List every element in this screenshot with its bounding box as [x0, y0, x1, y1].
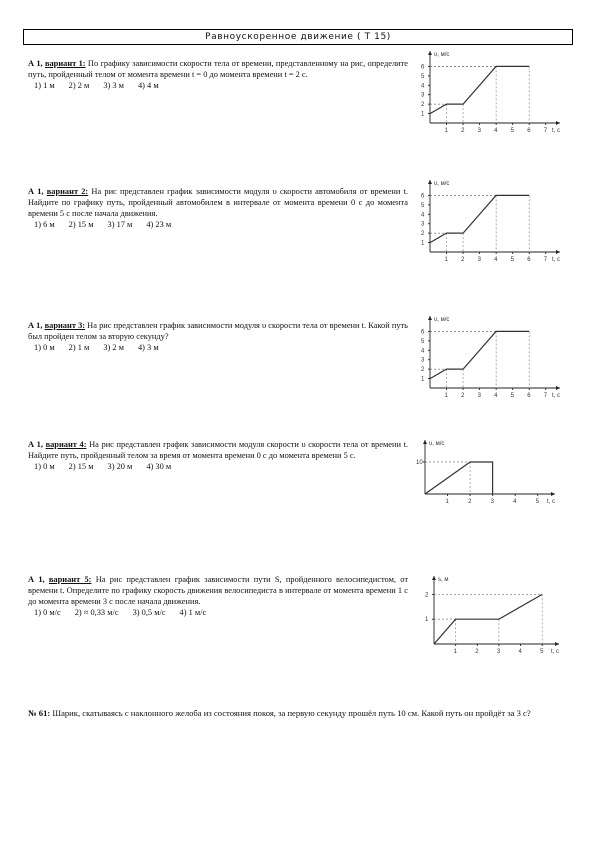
x-tick-label: 2 — [461, 393, 465, 399]
problem-text: На рис представлен график зависимости модуля υ скорости тела от времени t. Какой путь был пройден телом за вторую секунду? — [28, 321, 408, 341]
problem-head: А 1, — [28, 575, 49, 584]
problem-head: А 1, — [28, 321, 45, 330]
answer-option: 1) 0 м — [34, 343, 55, 352]
graph-curve — [430, 195, 529, 242]
answer-options — [34, 607, 408, 618]
answer-options — [34, 461, 408, 472]
problem-text: На рис представлен график зависимости модуля скорости υ скорости тела от времени t. Найдите путь, пройденный телом за время от момента времени 0 с до момента времени 5 с. — [28, 440, 408, 460]
graph-3 — [418, 312, 568, 400]
y-axis-label: υ, м/с — [434, 181, 450, 187]
x-tick-label: 5 — [540, 649, 544, 655]
y-tick-label: 6 — [421, 329, 425, 336]
x-arrow-icon — [551, 492, 555, 496]
x-tick-label: 2 — [468, 499, 472, 505]
answer-option: 4) 4 м — [137, 81, 159, 90]
x-tick-label: 2 — [461, 257, 465, 263]
x-tick-label: 1 — [444, 128, 448, 134]
y-tick-label: 4 — [421, 348, 425, 355]
problem-head: А 1, — [28, 187, 47, 196]
y-tick-label: 1 — [421, 111, 425, 118]
graph-svg — [418, 312, 568, 400]
x-tick-label: 1 — [444, 393, 448, 399]
x-tick-label: 3 — [477, 257, 481, 263]
answer-option: 1) 1 м — [34, 81, 55, 90]
y-tick-label: 10 — [416, 460, 423, 466]
y-tick-label: 1 — [425, 617, 429, 624]
graph-2 — [418, 176, 568, 264]
problem-variant: вариант 4: — [45, 440, 87, 449]
x-tick-label: 4 — [494, 393, 498, 399]
graph-4 — [413, 436, 563, 506]
problem-variant: вариант 1: — [44, 59, 86, 68]
x-tick-label: 5 — [510, 128, 515, 134]
answer-option: 2) 15 м — [68, 220, 94, 229]
x-tick-label: 4 — [513, 499, 517, 505]
x-arrow-icon — [556, 121, 560, 125]
y-tick-label: 2 — [421, 231, 425, 238]
answer-option: 1) 0 м/с — [34, 608, 61, 617]
x-arrow-icon — [555, 642, 559, 646]
answer-option: 2) 2 м — [68, 81, 90, 90]
y-tick-label: 1 — [421, 376, 425, 383]
graph-svg — [422, 572, 567, 656]
graph-svg — [418, 47, 568, 135]
answer-option: 2) 15 м — [68, 462, 94, 471]
problem-variant: вариант 2: — [46, 187, 89, 196]
y-arrow-icon — [432, 576, 436, 580]
answer-option: 1) 0 м — [34, 462, 55, 471]
x-tick-label: 5 — [510, 257, 515, 263]
x-axis-label: t, с — [552, 257, 561, 263]
x-tick-label: 6 — [527, 128, 531, 134]
problem-text: По графику зависимости скорости тела от времени, представленному на рис, определите путь, пройденный телом от момента времени t = 0 до момента времени t = 2 с. — [28, 59, 408, 79]
y-axis-label: υ, м/с — [434, 52, 450, 58]
y-tick-label: 5 — [421, 338, 425, 345]
problem-text: Шарик, скатываясь с наклонного желоба из состояния покоя, за первую секунду прошёл путь 10 см. Какой путь он пройдёт за 3 с? — [50, 708, 531, 718]
y-axis-label: υ, м/с — [429, 441, 445, 447]
x-tick-label: 3 — [477, 393, 481, 399]
y-arrow-icon — [428, 51, 432, 55]
x-tick-label: 6 — [527, 393, 531, 399]
answer-option: 4) 3 м — [137, 343, 159, 352]
problem-61 — [28, 707, 570, 719]
x-axis-label: t, с — [552, 393, 561, 399]
x-tick-label: 1 — [445, 499, 449, 505]
y-tick-label: 2 — [421, 102, 425, 109]
graph-curve — [430, 66, 529, 113]
graph-curve — [430, 331, 529, 378]
answer-option: 3) 20 м — [107, 462, 133, 471]
x-tick-label: 1 — [444, 257, 448, 263]
y-tick-label: 3 — [421, 221, 425, 228]
answer-option: 3) 0,5 м/с — [132, 608, 166, 617]
answer-option: 4) 30 м — [146, 462, 172, 471]
problem-head: № 61: — [28, 708, 51, 718]
problem-2 — [28, 186, 408, 230]
x-tick-label: 4 — [494, 257, 498, 263]
x-tick-label: 5 — [510, 393, 515, 399]
answer-option: 4) 23 м — [146, 220, 172, 229]
x-tick-label: 4 — [494, 128, 498, 134]
x-tick-label: 7 — [543, 128, 548, 134]
y-tick-label: 4 — [421, 212, 425, 219]
x-tick-label: 3 — [477, 128, 481, 134]
x-tick-label: 3 — [490, 499, 494, 505]
graph-1 — [418, 47, 568, 135]
answer-option: 1) 6 м — [34, 220, 55, 229]
graph-svg — [413, 436, 563, 506]
y-arrow-icon — [428, 180, 432, 184]
answer-option: 3) 2 м — [103, 343, 124, 352]
x-axis-label: t, с — [552, 128, 561, 134]
y-tick-label: 5 — [421, 73, 425, 80]
page-title: Равноускоренное движение ( Т 15) — [23, 29, 573, 45]
x-tick-label: 1 — [453, 649, 457, 655]
x-tick-label: 3 — [496, 649, 501, 655]
problem-variant: вариант 3: — [44, 321, 86, 330]
problem-1 — [28, 58, 408, 91]
x-axis-label: t, с — [551, 649, 560, 655]
graph-5 — [422, 572, 567, 656]
problem-4 — [28, 439, 408, 472]
problem-head: А 1, — [28, 59, 45, 68]
problem-text: На рис представлен график зависимости модуля υ скорости автомобиля от времени t. Найдите по графику путь, пройденный автомобилем в интервале от момента времени 0 с до момента времени 5 с после начала движения. — [28, 187, 409, 218]
x-arrow-icon — [556, 250, 560, 254]
y-tick-label: 5 — [421, 202, 425, 209]
x-axis-label: t, с — [547, 499, 556, 505]
y-arrow-icon — [428, 316, 432, 320]
y-tick-label: 1 — [421, 240, 425, 247]
y-tick-label: 6 — [421, 193, 425, 200]
x-tick-label: 2 — [461, 128, 465, 134]
x-tick-label: 4 — [518, 649, 522, 655]
x-tick-label: 6 — [527, 257, 531, 263]
problem-head: А 1, — [28, 440, 46, 449]
answer-options — [34, 342, 408, 353]
y-tick-label: 3 — [421, 92, 425, 99]
answer-option: 3) 3 м — [103, 81, 124, 90]
answer-option: 2) ≈ 0,33 м/с — [74, 608, 119, 617]
problem-5 — [28, 574, 408, 618]
y-tick-label: 2 — [421, 367, 425, 374]
x-tick-label: 2 — [475, 649, 479, 655]
problem-variant: вариант 5: — [48, 575, 92, 584]
x-tick-label: 7 — [543, 393, 548, 399]
answer-options — [34, 80, 408, 91]
y-tick-label: 6 — [421, 64, 425, 71]
problem-text: На рис представлен график зависимости пути S, пройденного велосипедистом, от времени t. Определите по графику скорость движения велосипедиста в интервале от момента времени 1 с до момента времени 3 с после начала движения. — [28, 575, 408, 606]
y-axis-label: υ, м/с — [434, 317, 450, 323]
y-tick-label: 4 — [421, 83, 425, 90]
problem-3 — [28, 320, 408, 353]
answer-options — [34, 219, 408, 230]
graph-svg — [418, 176, 568, 264]
y-axis-label: s, м — [438, 577, 449, 583]
y-arrow-icon — [423, 440, 427, 444]
answer-option: 3) 17 м — [107, 220, 133, 229]
x-tick-label: 7 — [543, 257, 548, 263]
graph-curve — [425, 462, 493, 494]
answer-option: 2) 1 м — [68, 343, 90, 352]
y-tick-label: 2 — [425, 592, 429, 599]
y-tick-label: 3 — [421, 357, 425, 364]
x-tick-label: 5 — [535, 499, 540, 505]
answer-option: 4) 1 м/с — [179, 608, 207, 617]
x-arrow-icon — [556, 386, 560, 390]
